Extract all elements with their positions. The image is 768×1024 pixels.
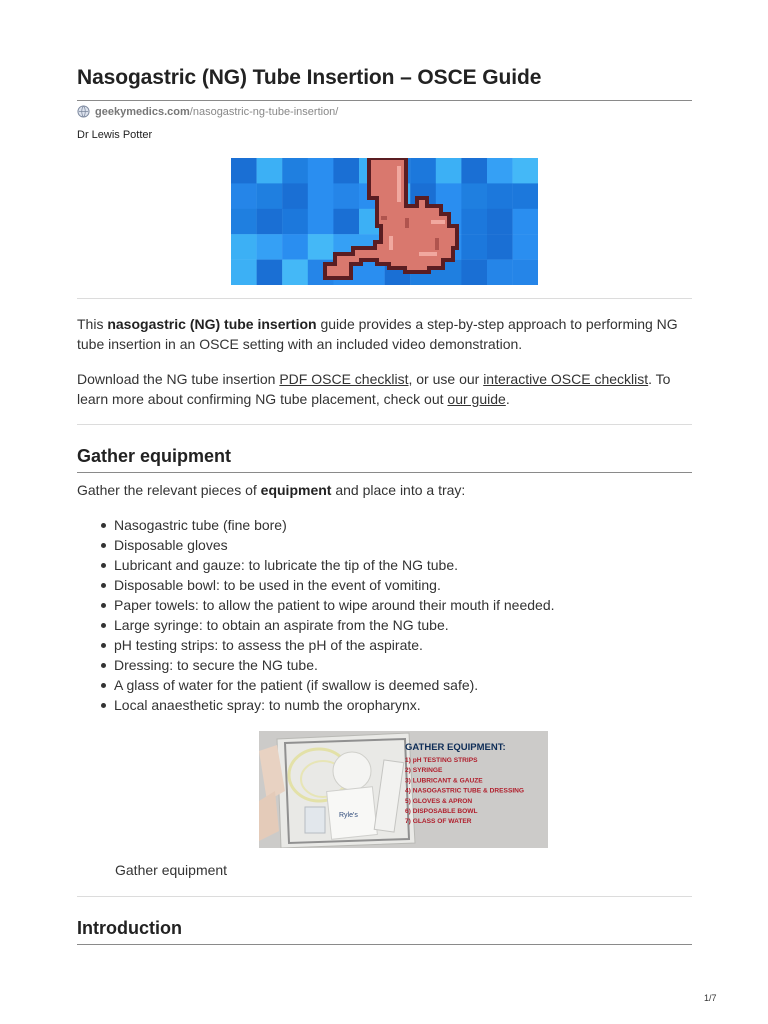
url-path: /nasogastric-ng-tube-insertion/ [189, 105, 339, 118]
url-domain: geekymedics.com [95, 105, 190, 118]
intro-paragraph-2: Download the NG tube insertion PDF OSCE checklist, or use our interactive OSCE checklist. To learn more about confirming NG tube placement, check out our guide. [77, 371, 671, 407]
our-guide-link[interactable]: our guide [447, 391, 506, 407]
list-item: Dressing: to secure the NG tube. [114, 655, 555, 675]
photo-list-line: 5) GLOVES & APRON [405, 797, 473, 805]
interactive-checklist-link[interactable]: interactive OSCE checklist [483, 371, 649, 387]
source-url[interactable] [77, 105, 338, 118]
photo-caption: Gather equipment [115, 862, 228, 878]
photo-list-line: 1) pH TESTING STRIPS [405, 757, 478, 764]
author: Dr Lewis Potter [77, 129, 153, 141]
list-item: Disposable gloves [114, 535, 555, 555]
photo-heading: GATHER EQUIPMENT: [405, 742, 506, 753]
photo-list-line: 3) LUBRICANT & GAUZE [405, 777, 483, 785]
list-item: Lubricant and gauze: to lubricate the tip of the NG tube. [114, 555, 555, 575]
equipment-list [77, 515, 555, 715]
globe-icon [77, 105, 90, 118]
heading-divider [77, 944, 692, 945]
heading-divider [77, 472, 692, 473]
section-divider [77, 298, 692, 299]
list-item: Nasogastric tube (fine bore) [114, 515, 555, 535]
list-item: pH testing strips: to assess the pH of the aspirate. [114, 635, 555, 655]
page-title: Nasogastric (NG) Tube Insertion – OSCE Guide [77, 66, 542, 89]
product-brand-label: Ryle's [339, 812, 358, 819]
page-number: 1/7 [704, 993, 717, 1003]
photo-list-line: 4) NASOGASTRIC TUBE & DRESSING [405, 787, 525, 795]
gather-lead: Gather the relevant pieces of equipment and place into a tray: [77, 482, 466, 498]
photo-list-line: 2) SYRINGE [405, 767, 443, 775]
equipment-photo [259, 731, 548, 848]
list-item: Paper towels: to allow the patient to wipe around their mouth if needed. [114, 597, 555, 613]
photo-list-line: 6) DISPOSABLE BOWL [405, 808, 478, 815]
section-divider [77, 424, 692, 425]
stomach-hero-image [231, 158, 538, 285]
intro-paragraph-1: This nasogastric (NG) tube insertion guide provides a step-by-step approach to performing NG tube insertion in an OSCE setting with an included video demonstration. [77, 316, 678, 352]
photo-list-line: 7) GLASS OF WATER [405, 818, 472, 826]
introduction-heading: Introduction [77, 918, 182, 938]
list-item: Local anaesthetic spray: to numb the oropharynx. [114, 695, 555, 715]
list-item: Disposable bowl: to be used in the event of vomiting. [114, 575, 555, 595]
list-item: A glass of water for the patient (if swallow is deemed safe). [114, 675, 555, 695]
pdf-checklist-link[interactable]: PDF OSCE checklist [279, 371, 409, 387]
list-item: Large syringe: to obtain an aspirate from the NG tube. [114, 615, 555, 635]
gather-equipment-heading: Gather equipment [77, 446, 232, 466]
section-divider [77, 896, 692, 897]
title-divider [77, 100, 692, 101]
